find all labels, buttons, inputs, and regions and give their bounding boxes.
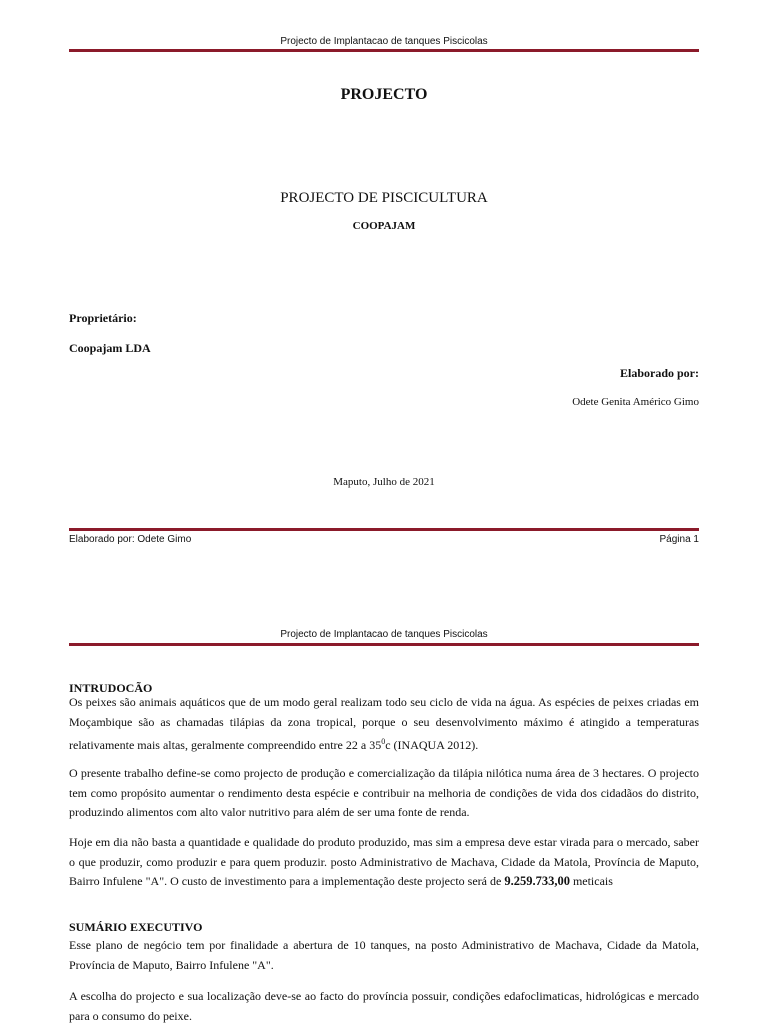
summary-paragraph-1: Esse plano de negócio tem por finalidade a abertura de 10 tanques, na posto Administrativo de Machava, Cidade da Matola, Província de Maputo, Bairro Infulene "A".	[69, 938, 699, 972]
footer-author: Elaborado por: Odete Gimo	[69, 534, 192, 545]
section-heading-summary: SUMÁRIO EXECUTIVO	[69, 920, 203, 934]
investment-amount: 9.259.733,00	[504, 874, 570, 888]
intro-paragraph-1: Os peixes são animais aquáticos que de um modo geral realizam todo seu ciclo de vida na água. As espécies de peixes criadas em Moçambique são as chamadas tilápias da zona tropical, porque o seu desenvolvimento máximo é atingido a temperaturas relativamente mais altas, geralmente compreendido entre 22 a $35^0c$ (INAQUA 2012).	[69, 695, 699, 752]
footer-rule	[69, 528, 699, 531]
organization-name: COOPAJAM	[352, 220, 416, 232]
header-rule	[69, 49, 699, 52]
section-heading-intro: INTRUDOCÃO	[69, 681, 153, 695]
header-rule	[69, 643, 699, 646]
prepared-by-label: Elaborado por:	[619, 366, 699, 380]
running-header: Projecto de Implantacao de tanques Piscicolas	[280, 629, 488, 640]
page-heading: PROJECTO	[340, 86, 428, 103]
running-header: Projecto de Implantacao de tanques Piscicolas	[280, 36, 488, 47]
intro-paragraph-2: O presente trabalho define-se como projecto de produção e comercialização da tilápia nilótica numa área de 3 hectares. O projecto tem como propósito aumentar o rendimento desta espécie e contribuir na melhoria de condições de vida dos cidadãos do distrito, produzindo alimentos com alto valor nutritivo para além de ser uma fonte de renda.	[69, 766, 699, 819]
prepared-by-value: Odete Genita Américo Gimo	[572, 396, 699, 408]
intro-paragraph-3: Hoje em dia não basta a quantidade e qualidade do produto produzido, mas sim a empresa deve estar virada para o mercado, saber o que produzir, como produzir e para quem produzir. posto Administrativo de Machava, Cidade da Matola, Província de Maputo, Bairro Infulene "A". O custo de investimento para a implementação deste projecto será de 9.259.733,00 meticais	[69, 835, 699, 888]
place-date: Maputo, Julho de 2021	[333, 476, 435, 488]
project-title: PROJECTO DE PISCICULTURA	[280, 190, 488, 206]
page-number: Página 1	[659, 534, 699, 545]
summary-paragraph-2: A escolha do projecto e sua localização deve-se ao facto do província possuir, condições edafoclimaticas, hidrológicas e mercado para o consumo do peixe.	[69, 989, 699, 1023]
owner-label: Proprietário:	[69, 311, 137, 325]
owner-value: Coopajam LDA	[69, 341, 151, 355]
